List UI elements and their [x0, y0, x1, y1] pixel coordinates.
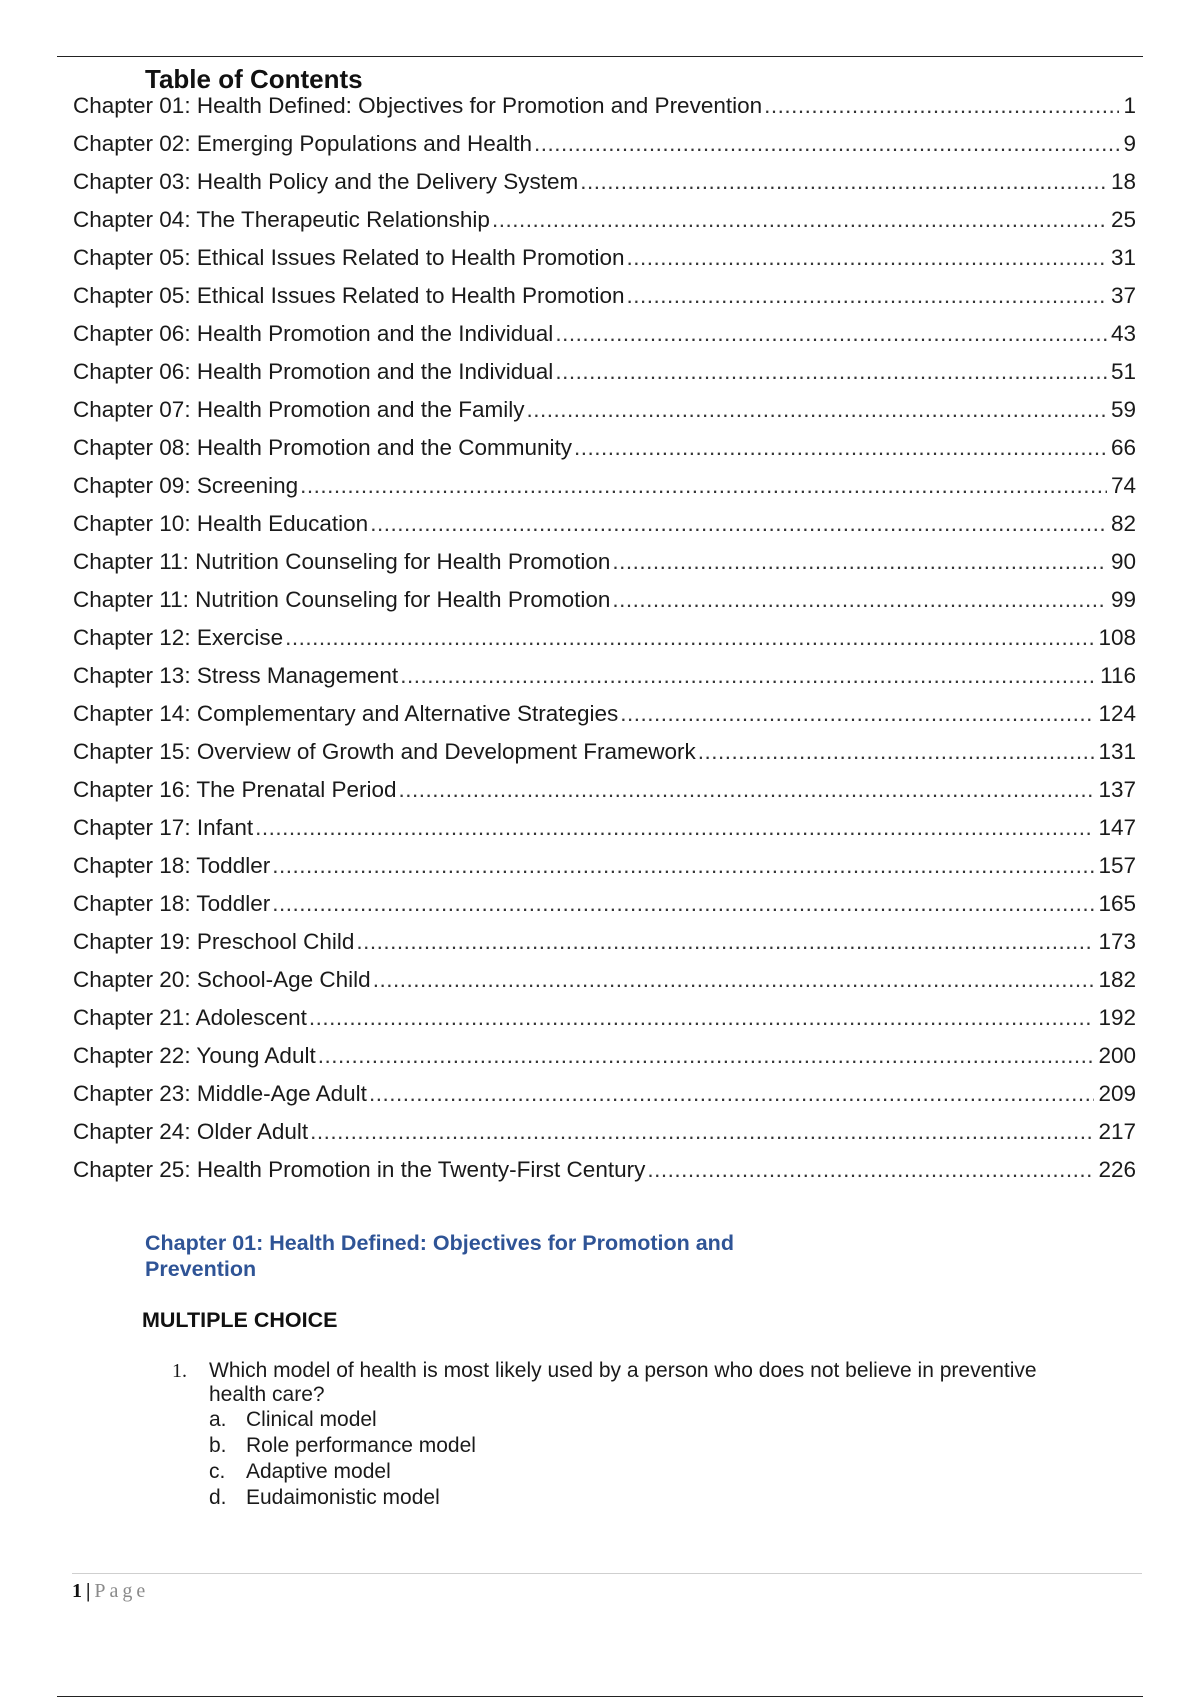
toc-entry[interactable] [73, 245, 1136, 283]
toc-entry[interactable] [73, 473, 1136, 511]
toc-entry[interactable] [73, 169, 1136, 207]
toc-entry-label: Chapter 12: Exercise [73, 625, 284, 650]
answer-options [209, 1407, 1092, 1511]
option-letter: b. [209, 1434, 227, 1457]
toc-entry-page: 217 [1098, 1119, 1136, 1144]
toc-entry-page: 209 [1098, 1081, 1136, 1106]
toc-dot-leader [369, 1081, 1095, 1107]
toc-entry-label: Chapter 19: Preschool Child [73, 929, 355, 954]
option-letter: a. [209, 1408, 227, 1431]
toc-entry-label: Chapter 09: Screening [73, 473, 299, 498]
footer-rule [72, 1573, 1142, 1574]
toc-entry[interactable] [73, 131, 1136, 169]
toc-entry-page: 1 [1123, 93, 1136, 118]
toc-dot-leader [400, 663, 1096, 689]
answer-option [209, 1485, 1092, 1511]
toc-entry[interactable] [73, 1119, 1136, 1157]
toc-dot-leader [580, 169, 1107, 195]
toc-entry-page: 116 [1100, 663, 1136, 688]
toc-entry-label: Chapter 23: Middle-Age Adult [73, 1081, 367, 1106]
toc-entry-page: 147 [1098, 815, 1136, 840]
toc-entry-label: Chapter 16: The Prenatal Period [73, 777, 397, 802]
toc-entry-page: 18 [1110, 169, 1136, 194]
toc-dot-leader [492, 207, 1107, 233]
toc-entry-label: Chapter 05: Ethical Issues Related to Health Promotion [73, 283, 625, 308]
toc-entry-label: Chapter 24: Older Adult [73, 1119, 309, 1144]
toc-entry-label: Chapter 25: Health Promotion in the Twenty-First Century [73, 1157, 646, 1182]
toc-entry-label: Chapter 14: Complementary and Alternative Strategies [73, 701, 619, 726]
bottom-border-rule [57, 1696, 1143, 1697]
option-letter: d. [209, 1486, 227, 1509]
toc-entry[interactable] [73, 929, 1136, 967]
option-text: Adaptive model [246, 1460, 391, 1483]
toc-entry-page: 137 [1098, 777, 1136, 802]
toc-dot-leader [255, 815, 1094, 841]
toc-entry-label: Chapter 07: Health Promotion and the Family [73, 397, 525, 422]
toc-entry[interactable] [73, 701, 1136, 739]
question-text: Which model of health is most likely used by a person who does not believe in preventive health care? [209, 1359, 1037, 1406]
toc-entry[interactable] [73, 283, 1136, 321]
toc-entry-page: 182 [1098, 967, 1136, 992]
toc-dot-leader [272, 853, 1094, 879]
toc-entry-label: Chapter 15: Overview of Growth and Development Framework [73, 739, 696, 764]
toc-entry-page: 9 [1123, 131, 1136, 156]
toc-entry[interactable] [73, 891, 1136, 929]
page-footer [72, 1580, 149, 1603]
toc-dot-leader [647, 1157, 1094, 1183]
toc-entry[interactable] [73, 1005, 1136, 1043]
answer-option [209, 1407, 1092, 1433]
toc-entry-page: 157 [1098, 853, 1136, 878]
toc-entry[interactable] [73, 1157, 1136, 1195]
section-heading: MULTIPLE CHOICE [142, 1308, 338, 1332]
answer-option [209, 1433, 1092, 1459]
option-text: Role performance model [246, 1434, 476, 1457]
option-text: Eudaimonistic model [246, 1486, 440, 1509]
question-number: 1. [172, 1360, 187, 1382]
toc-entry[interactable] [73, 967, 1136, 1005]
toc-entry[interactable] [73, 207, 1136, 245]
toc-entry-label: Chapter 05: Ethical Issues Related to Health Promotion [73, 245, 625, 270]
chapter-heading[interactable] [145, 1230, 745, 1282]
toc-entry[interactable] [73, 93, 1136, 131]
toc-entry-page: 165 [1098, 891, 1136, 916]
toc-entry-page: 31 [1110, 245, 1136, 270]
toc-entry-label: Chapter 02: Emerging Populations and Health [73, 131, 533, 156]
toc-dot-leader [300, 473, 1107, 499]
toc-entry[interactable] [73, 511, 1136, 549]
toc-entry-page: 99 [1110, 587, 1136, 612]
table-of-contents [73, 93, 1136, 1195]
toc-entry-label: Chapter 18: Toddler [73, 891, 271, 916]
toc-entry-page: 200 [1098, 1043, 1136, 1068]
toc-dot-leader [285, 625, 1094, 651]
toc-dot-leader [627, 283, 1107, 309]
toc-entry[interactable] [73, 1081, 1136, 1119]
toc-entry-page: 37 [1110, 283, 1136, 308]
toc-dot-leader [620, 701, 1094, 727]
toc-entry-page: 59 [1110, 397, 1136, 422]
toc-dot-leader [534, 131, 1119, 157]
toc-entry[interactable] [73, 587, 1136, 625]
toc-dot-leader [574, 435, 1107, 461]
toc-entry[interactable] [73, 549, 1136, 587]
toc-dot-leader [526, 397, 1106, 423]
toc-entry[interactable] [73, 815, 1136, 853]
toc-entry-page: 90 [1110, 549, 1136, 574]
footer-separator: | [86, 1580, 91, 1602]
toc-entry[interactable] [73, 853, 1136, 891]
toc-entry-label: Chapter 06: Health Promotion and the Individual [73, 321, 554, 346]
question-1 [172, 1359, 1092, 1511]
option-letter: c. [209, 1460, 226, 1483]
toc-dot-leader [698, 739, 1095, 765]
top-border-rule [57, 56, 1143, 57]
toc-entry-page: 124 [1098, 701, 1136, 726]
toc-entry-label: Chapter 17: Infant [73, 815, 254, 840]
toc-entry-page: 108 [1098, 625, 1136, 650]
toc-dot-leader [356, 929, 1094, 955]
toc-entry[interactable] [73, 739, 1136, 777]
toc-dot-leader [272, 891, 1094, 917]
toc-entry-label: Chapter 11: Nutrition Counseling for Health Promotion [73, 587, 611, 612]
toc-entry-page: 43 [1110, 321, 1136, 346]
toc-dot-leader [555, 359, 1107, 385]
toc-entry-page: 192 [1098, 1005, 1136, 1030]
toc-entry-page: 82 [1110, 511, 1136, 536]
toc-dot-leader [370, 511, 1107, 537]
toc-entry[interactable] [73, 663, 1136, 701]
toc-entry-label: Chapter 04: The Therapeutic Relationship [73, 207, 490, 232]
answer-option [209, 1459, 1092, 1485]
toc-dot-leader [309, 1005, 1095, 1031]
chapter-heading-line-1: Chapter 01: Health Defined: Objectives for Promotion and [145, 1231, 734, 1255]
footer-page-word: Page [94, 1580, 150, 1602]
toc-entry-page: 74 [1110, 473, 1136, 498]
toc-dot-leader [764, 93, 1119, 119]
toc-entry-page: 25 [1110, 207, 1136, 232]
toc-entry[interactable] [73, 435, 1136, 473]
toc-dot-leader [373, 967, 1095, 993]
toc-dot-leader [318, 1043, 1095, 1069]
toc-entry-label: Chapter 20: School-Age Child [73, 967, 371, 992]
toc-entry[interactable] [73, 625, 1136, 663]
toc-dot-leader [612, 587, 1107, 613]
toc-entry-label: Chapter 06: Health Promotion and the Individual [73, 359, 554, 384]
toc-entry[interactable] [73, 777, 1136, 815]
toc-entry-label: Chapter 01: Health Defined: Objectives for Promotion and Prevention [73, 93, 763, 118]
toc-entry[interactable] [73, 359, 1136, 397]
toc-dot-leader [627, 245, 1107, 271]
toc-entry-page: 131 [1098, 739, 1136, 764]
toc-entry-page: 226 [1098, 1157, 1136, 1182]
toc-dot-leader [555, 321, 1107, 347]
chapter-heading-line-2: Prevention [145, 1257, 257, 1281]
toc-entry[interactable] [73, 397, 1136, 435]
toc-entry[interactable] [73, 1043, 1136, 1081]
toc-entry-page: 66 [1110, 435, 1136, 460]
toc-entry-label: Chapter 21: Adolescent [73, 1005, 307, 1030]
toc-entry[interactable] [73, 321, 1136, 359]
toc-entry-page: 51 [1110, 359, 1136, 384]
toc-entry-label: Chapter 03: Health Policy and the Delivery System [73, 169, 579, 194]
option-text: Clinical model [246, 1408, 377, 1431]
toc-dot-leader [399, 777, 1095, 803]
toc-entry-page: 173 [1098, 929, 1136, 954]
toc-dot-leader [310, 1119, 1094, 1145]
footer-page-number: 1 [72, 1580, 82, 1602]
toc-entry-label: Chapter 11: Nutrition Counseling for Health Promotion [73, 549, 611, 574]
toc-dot-leader [612, 549, 1107, 575]
toc-entry-label: Chapter 22: Young Adult [73, 1043, 316, 1068]
toc-title: Table of Contents [145, 64, 363, 94]
toc-entry-label: Chapter 18: Toddler [73, 853, 271, 878]
toc-entry-label: Chapter 10: Health Education [73, 511, 369, 536]
toc-entry-label: Chapter 13: Stress Management [73, 663, 399, 688]
toc-entry-label: Chapter 08: Health Promotion and the Community [73, 435, 573, 460]
